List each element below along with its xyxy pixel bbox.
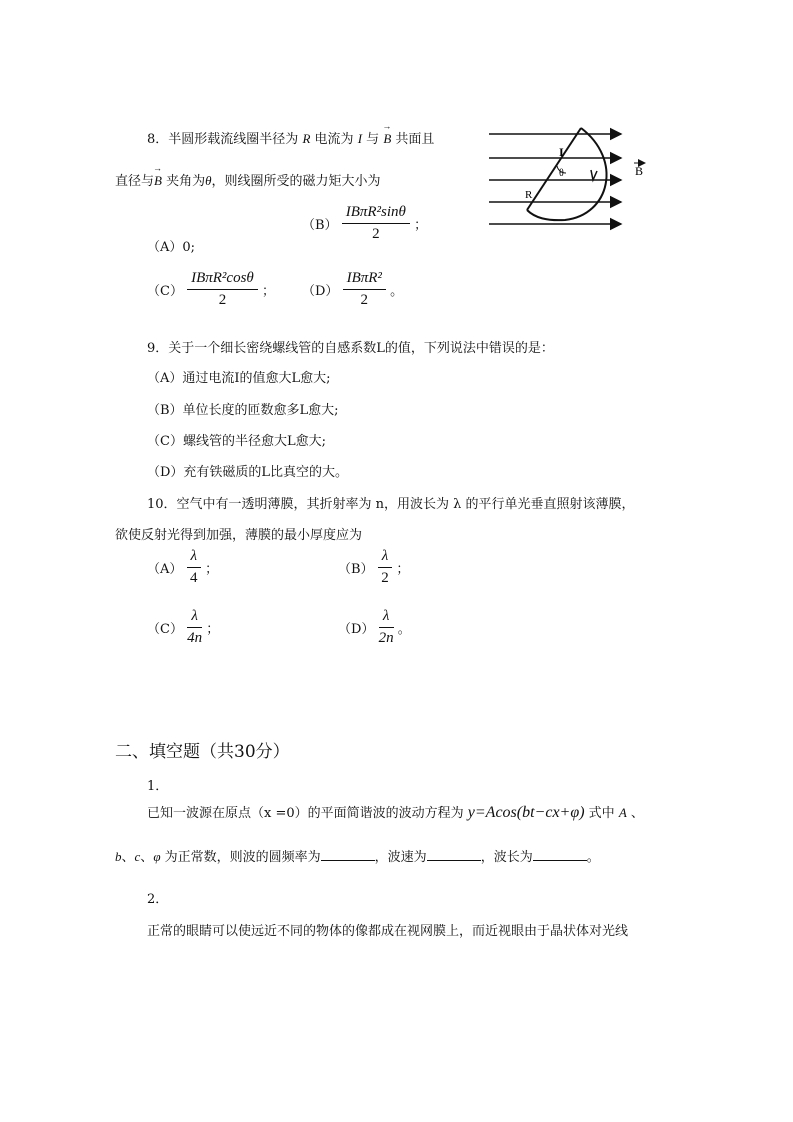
option-label: （A） — [147, 240, 183, 255]
fill1-text: ，波长为 — [480, 850, 533, 865]
fraction-numerator: IBπR²sinθ — [342, 204, 410, 224]
semicircle-coil-figure — [485, 120, 660, 235]
q10-line1: 10．空气中有一透明薄膜，其折射率为 n，用波长为 λ 的平行单光垂直照射该薄膜， — [147, 497, 635, 512]
fill1-text: 为正常数，则波的圆频率为 — [164, 850, 321, 865]
fill1-line1 — [147, 802, 644, 822]
option-end: ； — [414, 218, 428, 233]
fraction-numerator: λ — [378, 548, 393, 568]
fraction-numerator: λ — [187, 608, 202, 628]
option-end: 。 — [397, 622, 411, 637]
q8-text: 直径与 — [115, 174, 155, 189]
fraction-numerator: IBπR² — [343, 270, 386, 290]
q8-text: 与 — [366, 132, 380, 147]
q9-option-a: （A）通过电流I的值愈大L愈大; — [147, 371, 331, 386]
figure-label-field: B — [635, 164, 644, 178]
q10-option-b — [338, 548, 409, 587]
q9-option-b: （B）单位长度的匝数愈多L愈大; — [147, 403, 339, 418]
fraction — [187, 548, 202, 587]
fraction — [343, 270, 386, 309]
figure-label-angle: θ — [559, 168, 564, 179]
fraction — [379, 608, 394, 647]
fill1-text: ，波速为 — [374, 850, 427, 865]
q8-text: 电流为 — [314, 132, 354, 147]
option-end: 。 — [390, 284, 404, 299]
fraction-numerator: λ — [187, 548, 202, 568]
fraction-denominator: 2 — [372, 226, 380, 242]
fill1-text: 。 — [586, 850, 600, 865]
q8-text: 共面且 — [395, 132, 435, 147]
option-label: （B） — [302, 218, 338, 233]
fraction-denominator: 2 — [218, 292, 227, 308]
fill1-text: 已知一波源在原点（x =0）的平面简谐波的波动方程为 — [147, 806, 464, 821]
fraction-denominator: 2 — [360, 292, 368, 308]
field-lines — [489, 134, 621, 224]
fill1-text: 式中 — [588, 806, 615, 821]
symbol-b: b — [115, 849, 122, 864]
option-label: （D） — [338, 622, 375, 637]
option-label: （D） — [302, 284, 339, 299]
fill2-number: 2． — [147, 892, 169, 907]
q10-option-c — [147, 608, 219, 647]
figure-label-radius: R — [525, 189, 533, 201]
field-vector-symbol: → B — [383, 131, 391, 147]
option-label: （C） — [147, 284, 183, 299]
symbol-phi: φ — [153, 849, 161, 864]
fraction-denominator: 4 — [190, 570, 198, 586]
separator: 、 — [121, 850, 135, 865]
q8-text: 半圆形载流线圈半径为 — [168, 132, 299, 147]
q8-line1 — [147, 128, 434, 147]
coil-diameter — [527, 128, 581, 210]
angle-symbol: θ — [205, 173, 212, 188]
option-end: ； — [261, 284, 275, 299]
q8-text: 夹角为 — [166, 174, 206, 189]
field-vector-symbol: → B — [154, 173, 162, 189]
option-end: ； — [206, 622, 220, 637]
option-end: ； — [396, 562, 410, 577]
blank-wavelength[interactable] — [533, 848, 587, 861]
q8-line2 — [115, 170, 381, 189]
fraction-denominator: 2n — [378, 630, 394, 646]
q8-option-c — [147, 270, 275, 309]
q10-line2: 欲使反射光得到加强，薄膜的最小厚度应为 — [115, 528, 363, 543]
symbol-c: c — [134, 849, 141, 864]
fraction-denominator: 2 — [381, 570, 389, 586]
amplitude-symbol: A — [618, 805, 627, 820]
q8-option-b — [302, 204, 427, 243]
coil-arc — [527, 128, 607, 220]
q8-text: ，则线圈所受的磁力矩大小为 — [211, 174, 381, 189]
fraction — [187, 608, 202, 647]
figure-label-current: I — [559, 145, 564, 159]
option-label: （B） — [338, 562, 374, 577]
fill1-number: 1． — [147, 779, 169, 794]
separator: 、 — [140, 850, 154, 865]
blank-wave-speed[interactable] — [427, 848, 481, 861]
wave-equation: y=Acos(bt−cx+φ) — [467, 804, 585, 821]
fraction — [187, 270, 258, 309]
semicircle-coil — [527, 128, 607, 220]
q8-option-d — [302, 270, 403, 309]
q8-option-a — [147, 236, 195, 255]
q9-option-d: （D）充有铁磁质的L比真空的大。 — [147, 465, 349, 480]
option-value: 0; — [182, 240, 196, 255]
fraction — [378, 548, 393, 587]
fraction-numerator: IBπR²cosθ — [187, 270, 258, 290]
fill1-line2 — [115, 846, 600, 865]
q9-option-c: （C）螺线管的半径愈大L愈大; — [147, 434, 326, 449]
fraction — [342, 204, 410, 243]
q8-number: 8． — [147, 132, 169, 147]
fill2-line1: 正常的眼睛可以使远近不同的物体的像都成在视网膜上，而近视眼由于晶状体对光线 — [147, 924, 629, 939]
q10-option-d — [338, 608, 411, 647]
fill1-text: 、 — [630, 806, 644, 821]
option-label: （C） — [147, 622, 183, 637]
q9-stem: 9．关于一个细长密绕螺线管的自感系数L的值，下列说法中错误的是： — [147, 341, 554, 356]
current-symbol: I — [357, 131, 363, 146]
option-label: （A） — [147, 562, 183, 577]
option-end: ； — [205, 562, 219, 577]
fraction-denominator: 4n — [187, 630, 203, 646]
q10-option-a — [147, 548, 218, 587]
radius-symbol: R — [302, 131, 311, 146]
fraction-numerator: λ — [379, 608, 394, 628]
current-arrow — [591, 170, 597, 180]
blank-angular-frequency[interactable] — [321, 848, 375, 861]
section-title: 二、填空题（共30分） — [115, 742, 290, 762]
